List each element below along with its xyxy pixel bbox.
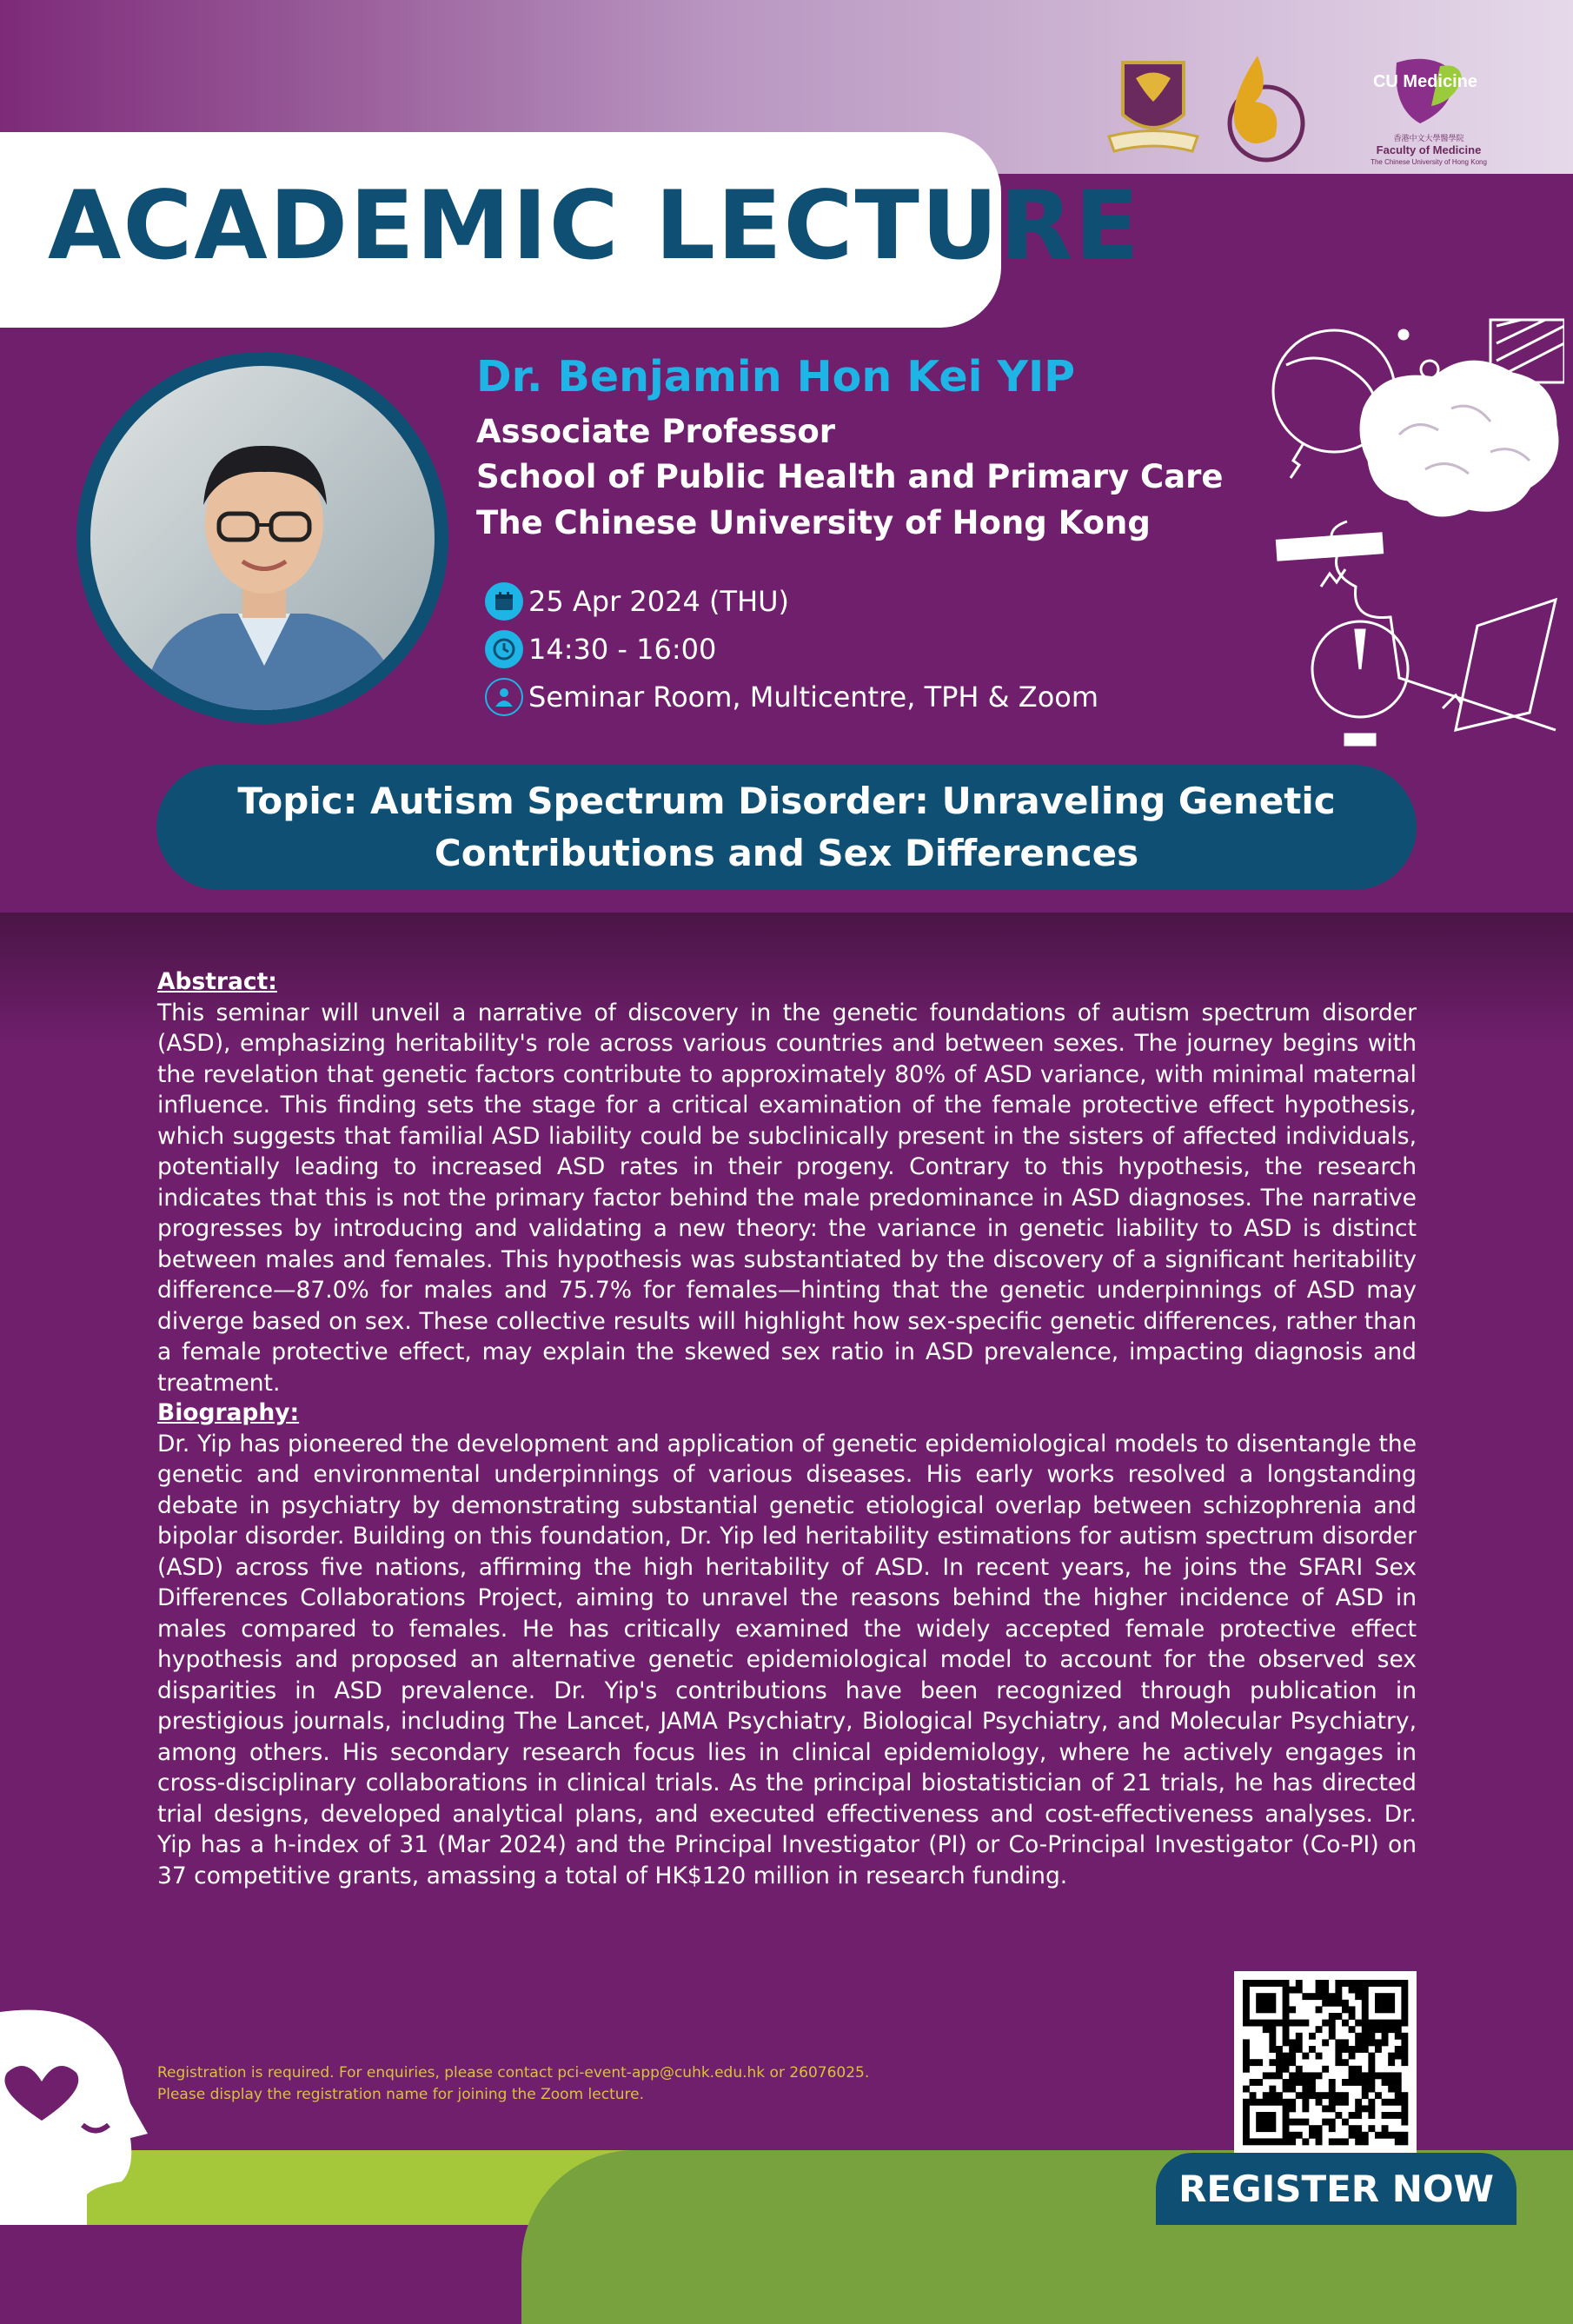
person-icon xyxy=(485,678,523,716)
speaker-position: Associate Professor xyxy=(476,413,836,450)
clock-icon xyxy=(485,630,523,668)
flame-logo xyxy=(1230,56,1303,160)
cu-medicine-logo xyxy=(1371,59,1487,166)
cu-medicine-chinese: 香港中文大學醫學院 xyxy=(1393,135,1464,143)
biography-section xyxy=(157,1398,1417,1891)
event-time: 14:30 - 16:00 xyxy=(528,633,717,666)
heart-head-icon xyxy=(0,2008,152,2225)
cu-medicine-university: The Chinese University of Hong Kong xyxy=(1371,158,1487,166)
abstract-body: This seminar will unveil a narrative of discovery in the genetic foundations of autism spectrum disorder (ASD), emphasizing heritability's role across various countries and between sexes. The journey begins with the revelation that genetic factors contribute to approximately 80% of ASD variance, with minimal maternal influence. This finding sets the stage for a critical examination of the female protective effect hypothesis, which suggests that familial ASD liability could be subclinically present in the sisters of affected individuals, potentially leading to increased ASD rates in their progeny. Contrary to this hypothesis, the research indicates that this is not the primary factor behind the male predominance in ASD diagnoses. The narrative progresses by introducing and validating a new theory: the variance in genetic liability to ASD is distinct between males and females. This hypothesis was substantiated by the discovery of a significant heritability difference—87.0% for males and 75.7% for females—hinting that the genetic underpinnings of ASD may diverge based on sex. These collective results will highlight how sex-specific genetic differences, rather than a female protective effect, may explain the skewed sex ratio in ASD prevalence, impacting diagnosis and treatment. xyxy=(157,999,1417,1397)
speaker-name: Dr. Benjamin Hon Kei YIP xyxy=(476,352,1076,402)
event-venue: Seminar Room, Multicentre, TPH & Zoom xyxy=(528,681,1099,714)
speaker-photo xyxy=(90,366,435,710)
cu-medicine-faculty: Faculty of Medicine xyxy=(1376,143,1482,156)
register-now-button[interactable]: REGISTER NOW xyxy=(1156,2153,1517,2225)
calendar-icon xyxy=(485,582,523,621)
topic-banner xyxy=(156,765,1417,890)
page-title: ACADEMIC LECTURE xyxy=(48,170,1141,281)
topic-line-2: Contributions and Sex Differences xyxy=(434,832,1139,874)
abstract-heading: Abstract: xyxy=(157,968,277,995)
speaker-university: The Chinese University of Hong Kong xyxy=(476,504,1151,541)
registration-note: Registration is required. For enquiries, please contact pci-event-app@cuhk.edu.hk or 26076025. xyxy=(157,2064,870,2082)
event-date-row xyxy=(485,580,789,623)
cu-medicine-badge: CU Medicine xyxy=(1372,72,1478,91)
zoom-note: Please display the registration name for joining the Zoom lecture. xyxy=(157,2086,644,2103)
speaker-school: School of Public Health and Primary Care xyxy=(476,458,1224,495)
event-date: 25 Apr 2024 (THU) xyxy=(528,585,790,618)
biography-body: Dr. Yip has pioneered the development and application of genetic epidemiological models to disentangle the genetic and environmental underpinnings of various diseases. His early works resolved a longstanding debate in psychiatry by demonstrating substantial genetic etiological overlap between schizophrenia and bipolar disorder. Building on this foundation, Dr. Yip led heritability estimations for autism spectrum disorder (ASD) across five nations, affirming the high heritability of ASD. In recent years, he joins the SFARI Sex Differences Collaborations Project, aiming to unravel the reasons behind the higher incidence of ASD in males compared to females. He has critically examined the widely accepted female protective effect hypothesis and proposed an alternative genetic epidemiological model to account for the observed sex disparities in ASD prevalence. Dr. Yip's contributions have been recognized through publication in prestigious journals, including The Lancet, JAMA Psychiatry, Biological Psychiatry, and Molecular Psychiatry, among others. His secondary research focus lies in clinical epidemiology, where he actively engages in cross-disciplinary collaborations in clinical trials. As the principal biostatistician of 21 trials, he has directed trial designs, developed analytical plans, and executed effectiveness and cost-effectiveness analyses. Dr. Yip has a h-index of 31 (Mar 2024) and the Principal Investigator (PI) or Co-Principal Investigator (Co-PI) on 37 competitive grants, amassing a total of HK$120 million in research funding. xyxy=(157,1430,1417,1889)
cuhk-emblem xyxy=(1109,63,1198,151)
abstract-section xyxy=(157,966,1417,1398)
event-venue-row xyxy=(485,675,1098,719)
biography-heading: Biography: xyxy=(157,1399,300,1426)
topic-line-1: Topic: Autism Spectrum Disorder: Unraveling Genetic xyxy=(237,780,1336,822)
logo-strip xyxy=(1097,54,1488,167)
qr-code[interactable] xyxy=(1234,1971,1417,2154)
event-time-row xyxy=(485,627,716,671)
brain-line-art xyxy=(1269,313,1564,765)
